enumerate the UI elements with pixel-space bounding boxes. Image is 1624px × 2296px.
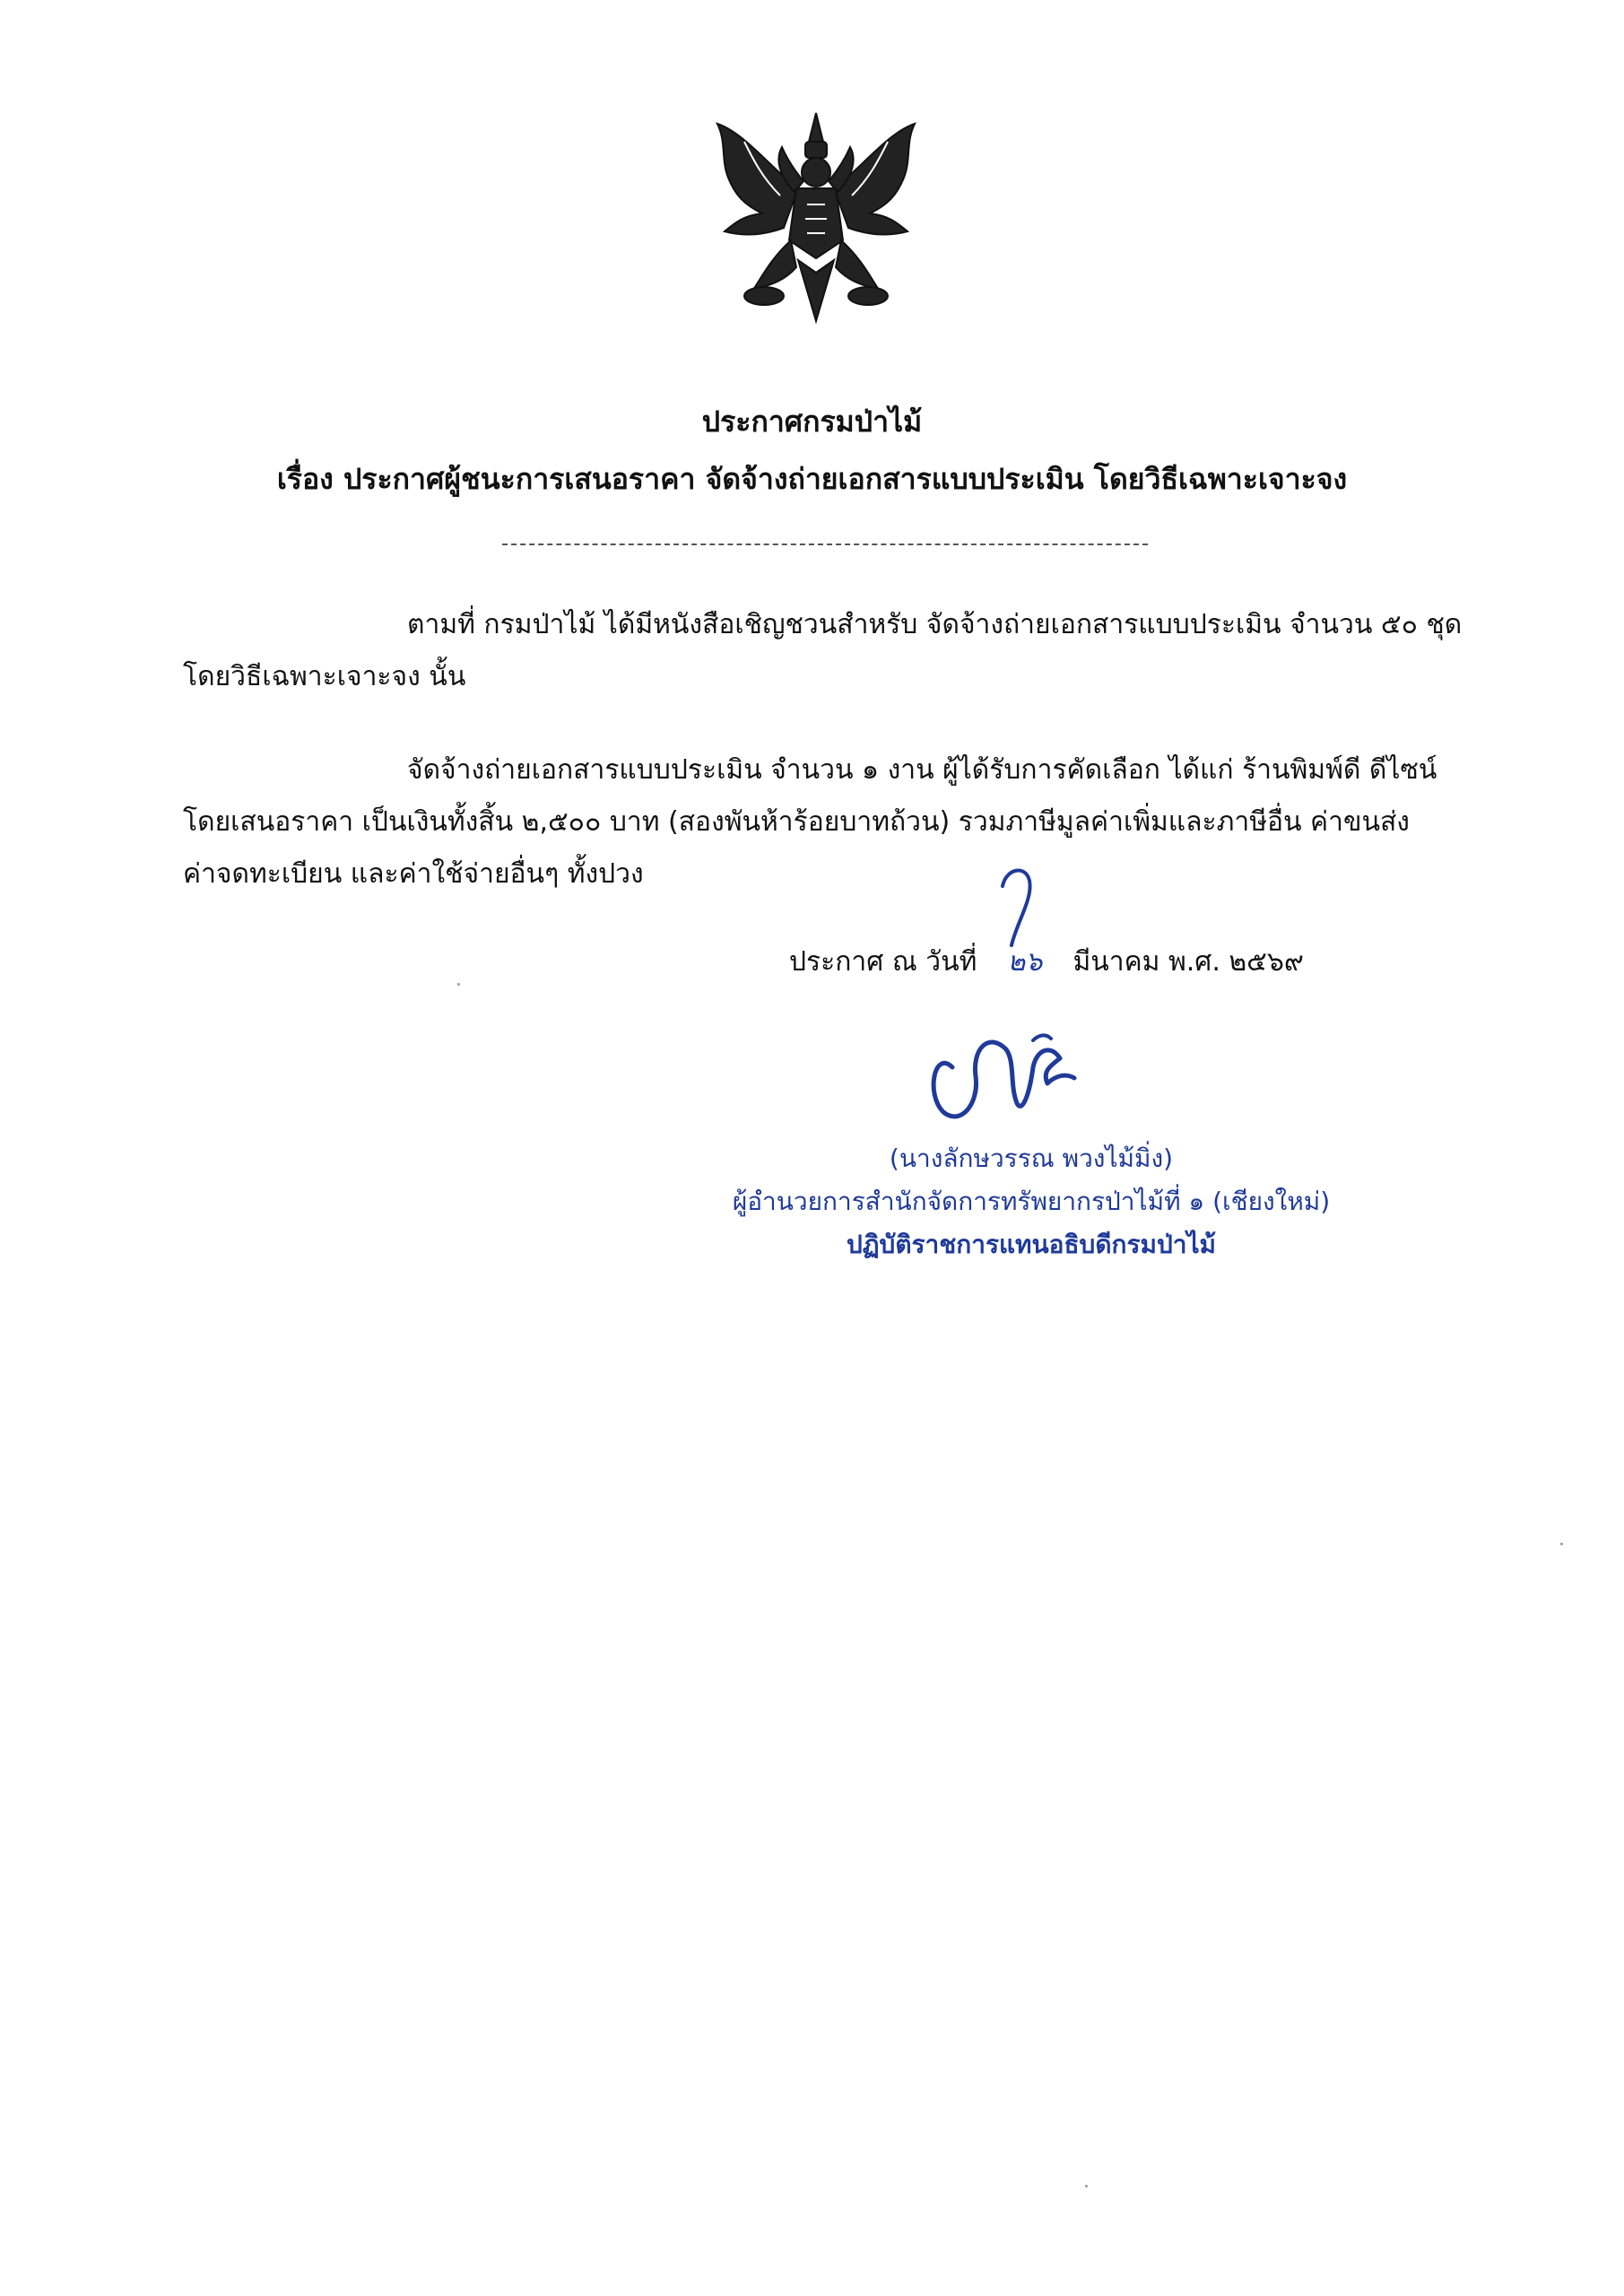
signatory-position: ผู้อำนวยการสำนักจัดการทรัพยากรป่าไม้ที่ ๑ (เชียงใหม่) xyxy=(732,1187,1331,1216)
paragraph-line: โดยวิธีเฉพาะเจาะจง นั้น xyxy=(183,661,466,692)
scan-speck xyxy=(1560,1543,1563,1545)
announcement-date xyxy=(789,940,1304,985)
announcement-subject: เรื่อง ประกาศผู้ชนะการเสนอราคา จัดจ้างถ่ายเอกสารแบบประเมิน โดยวิธีเฉพาะเจาะจง xyxy=(276,462,1348,496)
dashed-divider xyxy=(502,544,1148,545)
paragraph-invitation xyxy=(183,599,1463,703)
signatory-acting-title: ปฏิบัติราชการแทนอธิบดีกรมป่าไม้ xyxy=(846,1230,1216,1259)
date-day: ๒๖ xyxy=(1007,946,1043,978)
handwritten-signature xyxy=(916,1013,1087,1130)
signatory-name: (นางลักษวรรณ พวงไม้มิ่ง) xyxy=(889,1144,1174,1173)
announcement-title: ประกาศกรมป่าไม้ xyxy=(701,404,923,439)
garuda-emblem-icon xyxy=(708,106,924,330)
paragraph-line: ตามที่ กรมป่าไม้ ได้มีหนังสือเชิญชวนสำหรับ จัดจ้างถ่ายเอกสารแบบประเมิน จำนวน ๕๐ ชุด xyxy=(407,609,1463,640)
paragraph-line: โดยเสนอราคา เป็นเงินทั้งสิ้น ๒,๕๐๐ บาท (สองพันห้าร้อยบาทถ้วน) รวมภาษีมูลค่าเพิ่มและภาษีอื่น ค่าขนส่ง xyxy=(183,806,1410,838)
date-prefix: ประกาศ ณ วันที่ xyxy=(789,946,977,978)
date-month-year: มีนาคม พ.ศ. ๒๕๖๙ xyxy=(1073,946,1304,978)
paragraph-line: จัดจ้างถ่ายเอกสารแบบประเมิน จำนวน ๑ งาน ผู้ได้รับการคัดเลือก ได้แก่ ร้านพิมพ์ดี ดีไซน์ xyxy=(407,754,1437,786)
paragraph-line: ค่าจดทะเบียน และค่าใช้จ่ายอื่นๆ ทั้งปวง xyxy=(183,858,644,890)
scan-speck xyxy=(1085,2185,1088,2187)
scan-speck xyxy=(457,983,460,986)
paragraph-award xyxy=(183,744,1438,900)
